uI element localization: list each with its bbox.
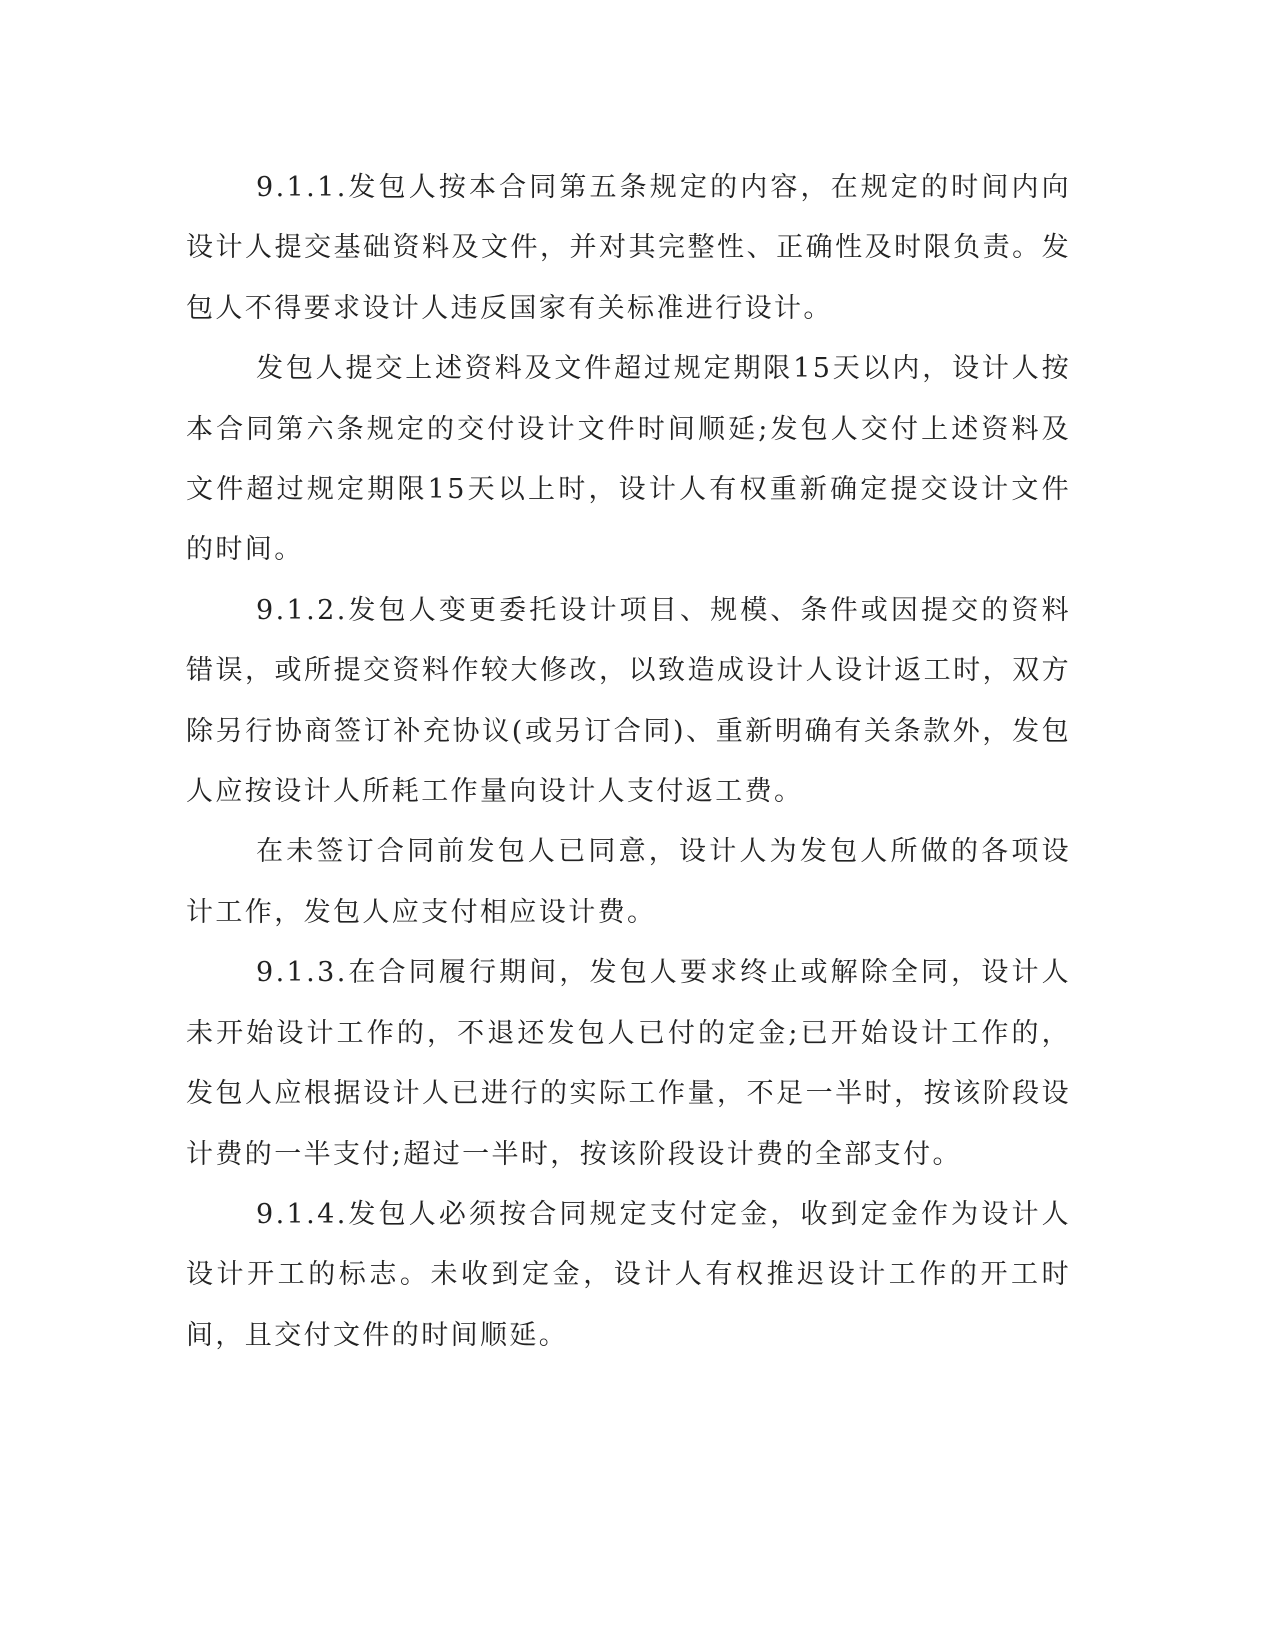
- paragraph-9-1-2: 9.1.2.发包人变更委托设计项目、规模、条件或因提交的资料错误，或所提交资料作较大修改，以致造成设计人设计返工时，双方除另行协商签订补充协议(或另订合同)、重新明确有关条款外，发包人应按设计人所耗工作量向设计人支付返工费。: [186, 594, 1071, 808]
- paragraph-9-1-1: 9.1.1.发包人按本合同第五条规定的内容，在规定的时间内向设计人提交基础资料及文件，并对其完整性、正确性及时限负责。发包人不得要求设计人违反国家有关标准进行设计。: [186, 172, 1071, 324]
- paragraph-9-1-2-continued: 在未签订合同前发包人已同意，设计人为发包人所做的各项设计工作，发包人应支付相应设计费。: [186, 836, 1071, 928]
- paragraph-9-1-1-continued: 发包人提交上述资料及文件超过规定期限15天以内，设计人按本合同第六条规定的交付设计文件时间顺延;发包人交付上述资料及文件超过规定期限15天以上时，设计人有权重新确定提交设计文件的时间。: [186, 353, 1071, 566]
- paragraph-9-1-3: 9.1.3.在合同履行期间，发包人要求终止或解除全同，设计人未开始设计工作的，不退还发包人已付的定金;已开始设计工作的，发包人应根据设计人已进行的实际工作量，不足一半时，按该阶段设计费的一半支付;超过一半时，按该阶段设计费的全部支付。: [186, 957, 1071, 1170]
- paragraph-9-1-4: 9.1.4.发包人必须按合同规定支付定金，收到定金作为设计人设计开工的标志。未收到定金，设计人有权推迟设计工作的开工时间，且交付文件的时间顺延。: [186, 1198, 1071, 1351]
- document-body: [186, 158, 1071, 1366]
